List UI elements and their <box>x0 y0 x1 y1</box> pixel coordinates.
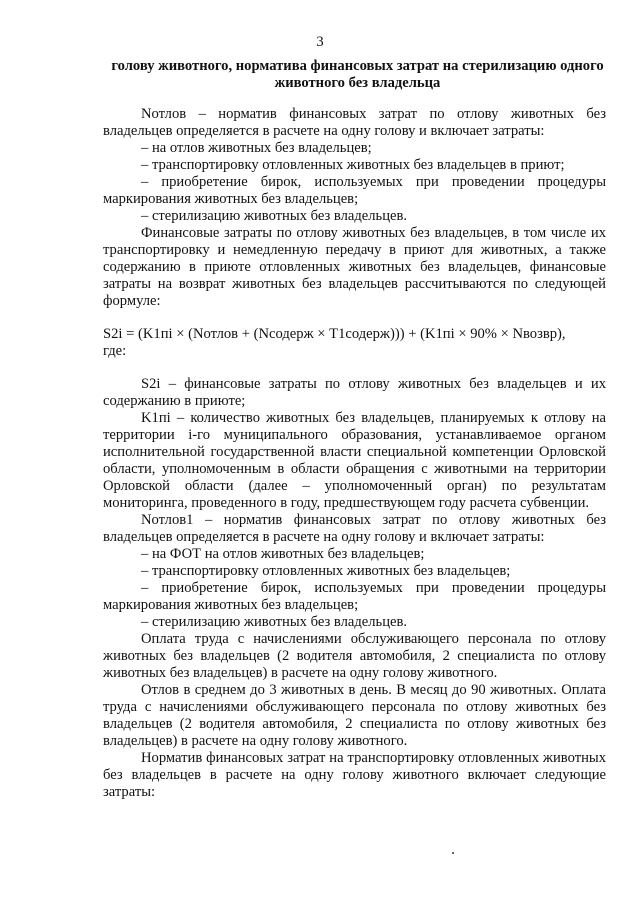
spacer <box>103 310 606 326</box>
paragraph: Отлов в среднем до 3 животных в день. В месяц до 90 животных. Оплата труда с начислениями обслуживающего персонала по отлову животных без владельцев (2 водителя автомобиля, 2 специалиста по отлову животных без владельцев) в расчете на одну голову животного. <box>103 682 606 749</box>
list-item: – стерилизацию животных без владельцев. <box>141 614 408 630</box>
paragraph: Nотлов – норматив финансовых затрат по отлову животных без владельцев определяется в расчете на одну голову и включает затраты: <box>103 106 606 139</box>
section-title: голову животного, норматива финансовых затрат на стерилизацию одного животного без владельца <box>111 58 604 91</box>
paragraph: Норматив финансовых затрат на транспортировку отловленных животных без владельцев в расчете на одну голову животного включает следующие затраты: <box>103 750 606 800</box>
paragraph: K1пi – количество животных без владельцев, планируемых к отлову на территории i-го муниципального образования, устанавливаемое органом исполнительной государственной власти специальной компетенции Орловской области, уполномоченным в области обращения с животными на территории Орловской области (далее – уполномоченный орган) по результатам мониторинга, проведенного в году, предшествующем году расчета субвенции. <box>103 410 606 511</box>
list-item: – приобретение бирок, используемых при проведении процедуры маркирования животных без владельцев; <box>103 174 606 207</box>
list-item: – стерилизацию животных без владельцев. <box>141 208 408 224</box>
list-item: – транспортировку отловленных животных без владельцев; <box>141 563 511 579</box>
document-body <box>103 106 606 801</box>
formula: S2i = (K1пi × (Nотлов + (Nсодерж × T1содерж))) + (K1пi × 90% × Nвозвр), <box>103 326 566 342</box>
list-item: – транспортировку отловленных животных без владельцев в приют; <box>141 157 565 173</box>
formula-where: где: <box>103 343 127 359</box>
spacer <box>103 360 606 376</box>
scan-speck <box>452 852 454 854</box>
list-item: – на ФОТ на отлов животных без владельцев; <box>141 546 425 562</box>
paragraph: Оплата труда с начислениями обслуживающего персонала по отлову животных без владельцев (2 водителя автомобиля, 2 специалиста по отлову животных без владельцев) в расчете на одну голову животного. <box>103 631 606 681</box>
paragraph: Nотлов1 – норматив финансовых затрат по отлову животных без владельцев определяется в расчете на одну голову и включает затраты: <box>103 512 606 545</box>
paragraph: Финансовые затраты по отлову животных без владельцев, в том числе их транспортировку и немедленную передачу в приют для животных, а также содержанию в приюте отловленных животных без владельцев, финансовые затраты на возврат животных без владельцев рассчитываются по следующей формуле: <box>103 225 606 309</box>
paragraph: S2i – финансовые затраты по отлову животных без владельцев и их содержанию в приюте; <box>103 376 606 409</box>
page-number: 3 <box>316 34 324 50</box>
list-item: – приобретение бирок, используемых при проведении процедуры маркирования животных без владельцев; <box>103 580 606 613</box>
list-item: – на отлов животных без владельцев; <box>141 140 372 156</box>
